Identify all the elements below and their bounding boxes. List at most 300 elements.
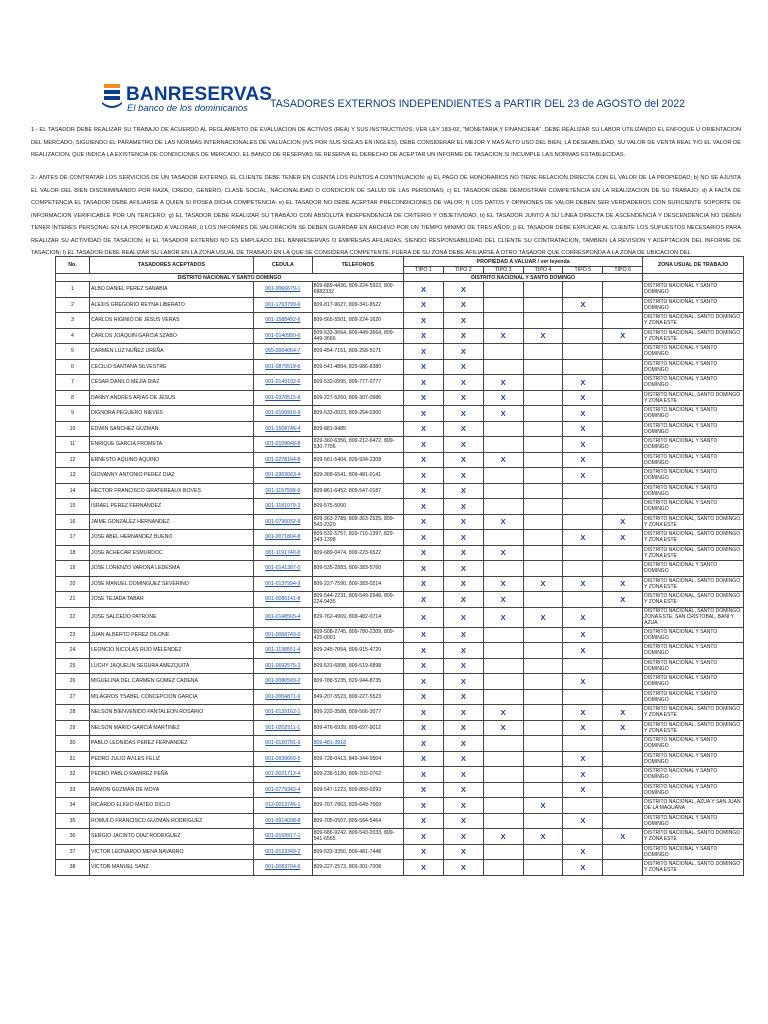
tipo-3-mark <box>483 297 523 313</box>
appraiser-name: JOSE ABEL HERNANDEZ BUENO <box>89 530 253 546</box>
phone-numbers: 809-227-5260, 809-307-0986 <box>312 390 403 406</box>
work-zone: DISTRITO NACIONAL, SANTO DOMINGO Y ZONA ESTE <box>643 829 744 845</box>
table-row <box>56 844 744 860</box>
tipo-4-mark <box>523 359 563 375</box>
tipo-5-mark: X <box>563 705 603 721</box>
tipo-4-mark: X <box>523 829 563 845</box>
tipo-4-mark <box>523 751 563 767</box>
row-number: 37 <box>56 844 90 860</box>
phone-numbers: 809-476-6939, 809-697-9012 <box>312 720 403 736</box>
tipo-6-mark: X <box>603 514 643 530</box>
tipo-3-mark: X <box>483 576 523 592</box>
tipo-2-mark: X <box>443 344 483 360</box>
row-number: 18 <box>56 545 90 561</box>
row-number: 7 <box>56 375 90 391</box>
row-number: 25 <box>56 658 90 674</box>
appraiser-name: JUAN ALBERTO PEREZ DILONE <box>89 627 253 643</box>
tipo-1-mark: X <box>404 452 444 468</box>
tipo-5-mark <box>563 592 603 608</box>
row-number: 34 <box>56 798 90 814</box>
phone-numbers: 809-686-9242, 809-543-2033, 809-541-6565 <box>312 829 403 845</box>
table-row <box>56 627 744 643</box>
phone-link[interactable]: 809-481-3918 <box>313 740 346 747</box>
tipo-4-mark <box>523 437 563 453</box>
tipo-6-mark <box>603 658 643 674</box>
tipo-2-mark: X <box>443 674 483 690</box>
tipo-6-mark <box>603 344 643 360</box>
appraiser-name: DANNY ANDRES ARIAS DE JESUS <box>89 390 253 406</box>
cedula-link[interactable]: 001-0123349-2 <box>254 844 313 860</box>
tipo-6-mark <box>603 751 643 767</box>
work-zone: DISTRITO NACIONAL, SANTO DOMINGO Y ZONA ESTE <box>643 328 744 344</box>
cedula-link[interactable]: 001-0140950-6 <box>254 328 313 344</box>
appraiser-name: DIGNORA PEGUERO NIEVES <box>89 406 253 422</box>
cedula-link[interactable]: 001-0066679-1 <box>254 282 313 298</box>
cedula-link[interactable]: 001-0796052-8 <box>254 514 313 530</box>
tipo-2-mark: X <box>443 390 483 406</box>
header-propiedad: PROPIEDAD A VALUAR / ver leyenda <box>404 257 643 267</box>
header-cedula: CEDULA <box>254 257 313 274</box>
tipo-2-mark: X <box>443 860 483 876</box>
header-tipo-1: TIPO 1 <box>404 267 444 274</box>
cedula-link[interactable]: 001-0363003-4 <box>254 468 313 484</box>
tipo-3-mark: X <box>483 406 523 422</box>
table-row <box>56 344 744 360</box>
row-number: 4 <box>56 328 90 344</box>
appraiser-name: CECILIO SANTANA SILVESTRE <box>89 359 253 375</box>
tipo-4-mark <box>523 313 563 329</box>
work-zone: DISTRITO NACIONAL Y SANTO DOMINGO <box>643 751 744 767</box>
paragraph-2: 2.- ANTES DE CONTRATAR LOS SERVICIOS DE UN TASADOR EXTERNO, EL CLIENTE DEBE TENER EN CUENTA LOS PUNTOS A CONTINUACION: a) EL PAGO DE HONORARIOS NO TIENE RELACION DIRECTA CON EL VALOR DE LA PROPIEDAD; b) NO SE AJUSTA EL VALOR DEL BIEN DISCRIMINANDO POR RAZA, CREDO, GENERO, CLASE SOCIAL, NACIONALIDAD O CONDICION DE SALUD DE LAS PERSONAS; c) EL TASADOR DEBE DEMOSTRAR COMPETENCIA EN LA REALIZACION DE SU TRABAJO; d) A FALTA DE COMPETENCIA EL TASADOR DEBE AFILIARSE A QUIEN SI POSEA DICHA COMPETENCIA; e) EL TASADOR NO DEBE ACEPTAR PRECONDICIONES DE VALOR; f) LOS DATOS Y OPINIONES DE VALOR DEBEN SER VERDADEROS CON SUFICIENTE SOPORTE DE INFORMACION VERIFICABLE POR UN TERCERO; g) EL TASADOR DEBE REALIZAR SU TRABAJO CON ABSOLUTA INDEPENDENCIA DE CRITERIO Y OBJETIVIDAD; h) EL TASADOR JUNTO A SU LINEA DIRECTA DE ASCENDENCIA Y DESCENDENCIA NO DEBEN TENER INTERES PERSONAL EN LA PROPIEDAD A VALORAR; i) LOS INFORMES DE VALORACION SE DEBEN GUARDAR EN ARCHIVO POR UN TIEMPO MINIMO DE TRES AÑOS; j) EL TASADOR DEBE EXPLICAR AL CLIENTE LOS SUPUESTOS NECESARIOS PARA REALIZAR SU ACTIVIDAD DE TASACION; k) EL TASADOR EXTERNO NO ES EMPLEADO DEL BANRESERVAS O EMPRESAS AFILIADAS, SIENDO RESPONSABILIDAD DEL CLIENTE SU CONTRATACION, TAMBIEN LA REVISION Y ACEPTACION DEL INFORME DE TASACION; l) EL TASADOR DEBE REALIZAR SU LABOR EN LA ZONA USUAL DE TRABAJO EN LA QUE SE CONSIDERA COMPETENTE, FUERA DE SU ZONA DEBE AFILIARSE A OTRO TASADOR QUE CORRESPONDA A LA ZONA DE UBICACION DEL <box>31 175 741 256</box>
row-number: 38 <box>56 860 90 876</box>
phone-numbers: 809-689-0474, 809-223-6522 <box>312 545 403 561</box>
cedula-link[interactable]: 055-0004054-7 <box>254 344 313 360</box>
table-header-row <box>56 257 744 267</box>
phone-numbers: 809-227-2573, 809-301-7008 <box>312 860 403 876</box>
table-row <box>56 860 744 876</box>
tipo-5-mark <box>563 313 603 329</box>
tipo-2-mark: X <box>443 767 483 783</box>
row-number: 12 <box>56 452 90 468</box>
work-zone: DISTRITO NACIONAL, AZUA Y SAN JUAN DE LA MAGUANA <box>643 798 744 814</box>
tipo-5-mark: X <box>563 767 603 783</box>
tipo-6-mark <box>603 421 643 437</box>
tipo-3-mark <box>483 674 523 690</box>
cedula-link[interactable]: 001-1138551-4 <box>254 643 313 659</box>
tipo-1-mark: X <box>404 751 444 767</box>
tipo-2-mark: X <box>443 782 483 798</box>
tipo-5-mark <box>563 561 603 577</box>
table-row <box>56 561 744 577</box>
tipo-1-mark: X <box>404 421 444 437</box>
tipo-5-mark <box>563 282 603 298</box>
table-row <box>56 282 744 298</box>
tipo-3-mark <box>483 736 523 752</box>
tipo-2-mark: X <box>443 375 483 391</box>
work-zone: DISTRITO NACIONAL Y SANTO DOMINGO <box>643 844 744 860</box>
phone-numbers: 809-533-3664, 809-449-3664, 809-449-3666 <box>312 328 403 344</box>
tipo-3-mark: X <box>483 390 523 406</box>
cedula-link[interactable]: 001-1763799-6 <box>254 297 313 313</box>
tipo-2-mark: X <box>443 437 483 453</box>
header-tipo-4: TIPO 4 <box>523 267 563 274</box>
appraiser-name: NELSON MARIO GARCIA MARTINEZ <box>89 720 253 736</box>
cedula-link[interactable]: 001-0109048-8 <box>254 437 313 453</box>
cedula-link[interactable]: 001-0080509-2 <box>254 674 313 690</box>
appraiser-name: JOSE SALCEDO PATRONE <box>89 607 253 627</box>
phone-numbers: 829-762-4969, 809-482-0714 <box>312 607 403 627</box>
row-number: 32 <box>56 767 90 783</box>
tipo-2-mark: X <box>443 313 483 329</box>
tipo-5-mark: X <box>563 860 603 876</box>
tipo-1-mark: X <box>404 406 444 422</box>
appraiser-name: ERNESTO AQUINO AQUINO <box>89 452 253 468</box>
tipo-3-mark <box>483 313 523 329</box>
table-row <box>56 437 744 453</box>
table-row <box>56 689 744 705</box>
cedula-link[interactable]: 001-0370515-8 <box>254 390 313 406</box>
phone-numbers: 809-541-4804, 829-986-8380 <box>312 359 403 375</box>
tipo-3-mark: X <box>483 375 523 391</box>
row-number: 14 <box>56 483 90 499</box>
tipo-3-mark <box>483 643 523 659</box>
cedula-link[interactable]: 001-0071804-8 <box>254 530 313 546</box>
table-row <box>56 359 744 375</box>
row-number: 20 <box>56 576 90 592</box>
row-number: 24 <box>56 643 90 659</box>
tipo-3-mark <box>483 421 523 437</box>
cedula-link[interactable]: 001-0779342-4 <box>254 782 313 798</box>
table-row <box>56 798 744 814</box>
tipo-4-mark <box>523 689 563 705</box>
tipo-2-mark: X <box>443 607 483 627</box>
tipo-1-mark: X <box>404 561 444 577</box>
row-number: 23 <box>56 627 90 643</box>
cedula-link[interactable]: 001-0202511-1 <box>254 720 313 736</box>
appraiser-name: SERGIO JACINTO DIAZ RODRIGUEZ <box>89 829 253 845</box>
tipo-5-mark: X <box>563 437 603 453</box>
cedula-link[interactable]: 001-0148565-4 <box>254 607 313 627</box>
cedula-link[interactable]: 001-0004871-9 <box>254 689 313 705</box>
tipo-6-mark <box>603 499 643 515</box>
cedula-link[interactable]: 001-0021712-4 <box>254 767 313 783</box>
work-zone: DISTRITO NACIONAL Y SANTO DOMINGO <box>643 359 744 375</box>
tipo-2-mark: X <box>443 844 483 860</box>
phone-numbers: 809-565-5501, 809-224-1620 <box>312 313 403 329</box>
row-number: 15 <box>56 499 90 515</box>
tipo-5-mark: X <box>563 782 603 798</box>
cedula-link[interactable]: 001-1181079-3 <box>254 499 313 515</box>
tipo-2-mark: X <box>443 483 483 499</box>
phone-cell <box>312 736 403 752</box>
work-zone: DISTRITO NACIONAL Y SANTO DOMINGO <box>643 282 744 298</box>
row-number: 19 <box>56 561 90 577</box>
work-zone: DISTRITO NACIONAL Y SANTO DOMINGO <box>643 499 744 515</box>
tipo-2-mark: X <box>443 751 483 767</box>
tipo-4-mark <box>523 561 563 577</box>
cedula-link[interactable]: 001-0149192-6 <box>254 375 313 391</box>
cedula-link[interactable]: 001-0086141-8 <box>254 592 313 608</box>
table-row <box>56 767 744 783</box>
table-row <box>56 576 744 592</box>
cedula-link[interactable]: 001-0068749-0 <box>254 627 313 643</box>
tipo-5-mark: X <box>563 844 603 860</box>
tipo-4-mark <box>523 514 563 530</box>
tipo-5-mark: X <box>563 643 603 659</box>
tipo-1-mark: X <box>404 767 444 783</box>
cedula-link[interactable]: 001-0120781-9 <box>254 736 313 752</box>
tipo-3-mark <box>483 561 523 577</box>
row-number: 33 <box>56 782 90 798</box>
header-tipo-6: TIPO 6 <box>603 267 643 274</box>
tipo-1-mark: X <box>404 720 444 736</box>
row-number: 21 <box>56 592 90 608</box>
cedula-link[interactable]: 001-0139162-1 <box>254 705 313 721</box>
tipo-5-mark: X <box>563 576 603 592</box>
tipo-3-mark: X <box>483 514 523 530</box>
cedula-link[interactable]: 001-0169917-1 <box>254 829 313 845</box>
table-row <box>56 452 744 468</box>
phone-numbers: 809-689-4436, 809-224-5922, 809-6882332 <box>312 282 403 298</box>
row-number: 6 <box>56 359 90 375</box>
phone-numbers: 809-454-7151, 809-258-5171 <box>312 344 403 360</box>
tipo-1-mark: X <box>404 359 444 375</box>
row-number: 36 <box>56 829 90 845</box>
tipo-1-mark: X <box>404 499 444 515</box>
tipo-6-mark: X <box>603 720 643 736</box>
phone-numbers: 809-728-0413, 849-344-0504 <box>312 751 403 767</box>
tipo-1-mark: X <box>404 798 444 814</box>
phone-numbers: 809-705-0507, 809-584-5464 <box>312 813 403 829</box>
tipo-6-mark: X <box>603 328 643 344</box>
tipo-6-mark <box>603 860 643 876</box>
table-row <box>56 313 744 329</box>
table-row <box>56 297 744 313</box>
tipo-1-mark: X <box>404 514 444 530</box>
appraiser-name: VICTOR MANUEL SANZ <box>89 860 253 876</box>
appraiser-name: MIGUELINA DEL CARMEN GOMEZ CADENA <box>89 674 253 690</box>
table-row <box>56 421 744 437</box>
tipo-3-mark <box>483 689 523 705</box>
cedula-link[interactable]: 001-1191740-8 <box>254 545 313 561</box>
work-zone: DISTRITO NACIONAL Y SANTO DOMINGO <box>643 297 744 313</box>
tipo-4-mark <box>523 545 563 561</box>
table-row <box>56 720 744 736</box>
appraiser-name: CESAR DANILO MEJIA DIAZ <box>89 375 253 391</box>
table-row <box>56 545 744 561</box>
tipo-4-mark: X <box>523 798 563 814</box>
phone-numbers: 809-535-2883, 809-383-5760 <box>312 561 403 577</box>
appraiser-name: ALBO DANIEL PEREZ SANABIA <box>89 282 253 298</box>
appraiser-name: ROMULO FRANCISCO GUZMAN RODRIGUEZ <box>89 813 253 829</box>
phone-numbers: 809-227-7590, 809-383-0214 <box>312 576 403 592</box>
table-row <box>56 736 744 752</box>
tipo-6-mark: X <box>603 705 643 721</box>
table-row <box>56 406 744 422</box>
tipo-2-mark: X <box>443 297 483 313</box>
tipo-1-mark: X <box>404 576 444 592</box>
tipo-5-mark: X <box>563 751 603 767</box>
cedula-link[interactable]: 001-0141387-0 <box>254 561 313 577</box>
tipo-6-mark <box>603 375 643 391</box>
appraiser-name: JAIME GONZALEZ HERNANDEZ <box>89 514 253 530</box>
tipo-4-mark: X <box>523 328 563 344</box>
tipo-5-mark: X <box>563 421 603 437</box>
tipo-1-mark: X <box>404 375 444 391</box>
cedula-link[interactable]: 001-0692575-3 <box>254 658 313 674</box>
brand-name: BANRESERVAS <box>126 84 273 105</box>
tipo-1-mark: X <box>404 592 444 608</box>
row-number: 28 <box>56 705 90 721</box>
cedula-link[interactable]: 001-0083704-6 <box>254 860 313 876</box>
tipo-6-mark <box>603 483 643 499</box>
tipo-1-mark: X <box>404 813 444 829</box>
appraiser-name: PEDRO PABLO RAMIREZ PEÑA <box>89 767 253 783</box>
tipo-5-mark <box>563 514 603 530</box>
tipo-6-mark: X <box>603 829 643 845</box>
tipo-3-mark: X <box>483 720 523 736</box>
tipo-6-mark <box>603 390 643 406</box>
tipo-2-mark: X <box>443 514 483 530</box>
appraiser-name: JOSE MANUEL DOMINGUEZ SEVERINO <box>89 576 253 592</box>
tipo-4-mark <box>523 658 563 674</box>
tipo-6-mark <box>603 798 643 814</box>
work-zone: DISTRITO NACIONAL Y SANTO DOMINGO <box>643 344 744 360</box>
tipo-5-mark <box>563 328 603 344</box>
tipo-2-mark: X <box>443 705 483 721</box>
cedula-link[interactable]: 001-1508745-4 <box>254 421 313 437</box>
tipo-4-mark <box>523 627 563 643</box>
tipo-3-mark: X <box>483 452 523 468</box>
cedula-link[interactable]: 001-0914098-8 <box>254 813 313 829</box>
phone-numbers: 809-547-1223, 809-850-0293 <box>312 782 403 798</box>
row-number: 1 <box>56 282 90 298</box>
appraiser-name: NELSON BIENVENIDO PANTALEON ROSARIO <box>89 705 253 721</box>
tipo-4-mark <box>523 767 563 783</box>
cedula-link[interactable]: 012-0013745-1 <box>254 798 313 814</box>
tipo-6-mark <box>603 297 643 313</box>
tipo-6-mark: X <box>603 530 643 546</box>
tipo-5-mark: X <box>563 720 603 736</box>
table-row <box>56 829 744 845</box>
appraiser-name: ISRAEL PEREZ FERNANDEZ <box>89 499 253 515</box>
tipo-1-mark: X <box>404 689 444 705</box>
tipo-3-mark <box>483 437 523 453</box>
tipo-2-mark: X <box>443 736 483 752</box>
work-zone: DISTRITO NACIONAL Y SANTO DOMINGO <box>643 561 744 577</box>
tipo-3-mark <box>483 483 523 499</box>
work-zone: DISTRITO NACIONAL, SANTO DOMINGO Y ZONA ESTE <box>643 860 744 876</box>
phone-numbers: 809-508-2745, 809-780-2309, 809-425-0001 <box>312 627 403 643</box>
cedula-link[interactable]: 001-0106916-9 <box>254 406 313 422</box>
cedula-link[interactable]: 001-0930660-5 <box>254 751 313 767</box>
tipo-2-mark: X <box>443 282 483 298</box>
tipo-1-mark: X <box>404 297 444 313</box>
phone-numbers: 809-238-5180, 809-702-0762 <box>312 767 403 783</box>
appraiser-name: ALEXIS GREGORIO REYNA LIBERATO <box>89 297 253 313</box>
cedula-link[interactable]: 001-0879519-6 <box>254 359 313 375</box>
banreservas-logo <box>100 80 273 116</box>
tipo-5-mark <box>563 344 603 360</box>
banreservas-logo-icon <box>100 82 124 108</box>
tipo-3-mark <box>483 798 523 814</box>
tipo-3-mark <box>483 844 523 860</box>
cedula-link[interactable]: 001-1157599-9 <box>254 483 313 499</box>
tipo-3-mark: X <box>483 592 523 608</box>
tipo-6-mark <box>603 767 643 783</box>
work-zone: DISTRITO NACIONAL Y SANTO DOMINGO <box>643 674 744 690</box>
tipo-1-mark: X <box>404 483 444 499</box>
work-zone: DISTRITO NACIONAL Y SANTO DOMINGO <box>643 813 744 829</box>
brand-tagline: El banco de los dominicanos <box>127 103 248 114</box>
tipo-4-mark: X <box>523 607 563 627</box>
work-zone: DISTRITO NACIONAL Y SANTO DOMINGO <box>643 643 744 659</box>
cedula-link[interactable]: 001-0137994-9 <box>254 576 313 592</box>
section-label-left: DISTRITO NACIONAL Y SANTO DOMINGO <box>56 274 404 282</box>
tipo-1-mark: X <box>404 530 444 546</box>
phone-numbers: 809-532-5757, 829-716-1397, 829-343-1398 <box>312 530 403 546</box>
tipo-4-mark <box>523 530 563 546</box>
tipo-4-mark <box>523 860 563 876</box>
row-number: 35 <box>56 813 90 829</box>
table-row <box>56 705 744 721</box>
tipo-6-mark <box>603 359 643 375</box>
header-name: TASADORES ACEPTADOS <box>89 257 253 274</box>
work-zone: DISTRITO NACIONAL Y SANTO DOMINGO <box>643 736 744 752</box>
work-zone: DISTRITO NACIONAL, SANTO DOMINGO Y ZONA ESTE <box>643 530 744 546</box>
tipo-6-mark <box>603 406 643 422</box>
tipo-4-mark <box>523 705 563 721</box>
appraiser-name: EDWIN SANCHEZ GUZMAN <box>89 421 253 437</box>
tipo-2-mark: X <box>443 452 483 468</box>
tipo-2-mark: X <box>443 328 483 344</box>
tipo-3-mark <box>483 282 523 298</box>
tipo-2-mark: X <box>443 643 483 659</box>
cedula-link[interactable]: 001-0278164-8 <box>254 452 313 468</box>
phone-numbers: 809-575-5000 <box>312 499 403 515</box>
appraiser-name: MILAGROS YSABEL CONCEPCION GARCIA <box>89 689 253 705</box>
cedula-link[interactable]: 001-1588492-6 <box>254 313 313 329</box>
table-row <box>56 499 744 515</box>
row-number: 16 <box>56 514 90 530</box>
phone-numbers: 809-531-6898, 809-519-6898 <box>312 658 403 674</box>
tipo-3-mark <box>483 751 523 767</box>
header-tipo-5: TIPO 5 <box>563 267 603 274</box>
section-blank <box>643 274 744 282</box>
header-telefonos: TELEFONOS <box>312 257 403 274</box>
tipo-2-mark: X <box>443 798 483 814</box>
tipo-3-mark: X <box>483 705 523 721</box>
tipo-1-mark: X <box>404 736 444 752</box>
table-row <box>56 592 744 608</box>
work-zone: DISTRITO NACIONAL, SANTO DOMINGO Y ZONA ESTE <box>643 390 744 406</box>
tipo-2-mark: X <box>443 545 483 561</box>
tipo-6-mark <box>603 844 643 860</box>
tipo-6-mark <box>603 282 643 298</box>
table-row <box>56 813 744 829</box>
tipo-4-mark <box>523 643 563 659</box>
tipo-1-mark: X <box>404 390 444 406</box>
appraiser-name: CARMEN LUZ NUÑEZ UREÑA <box>89 344 253 360</box>
tipo-3-mark <box>483 359 523 375</box>
tipo-6-mark <box>603 545 643 561</box>
tipo-2-mark: X <box>443 421 483 437</box>
section-row <box>56 274 744 282</box>
tipo-2-mark: X <box>443 829 483 845</box>
appraiser-name: GIOVANNY ANTONIO PEREZ DIAZ <box>89 468 253 484</box>
table-row <box>56 328 744 344</box>
phone-numbers: 809-533-3350, 809-481-7448 <box>312 844 403 860</box>
